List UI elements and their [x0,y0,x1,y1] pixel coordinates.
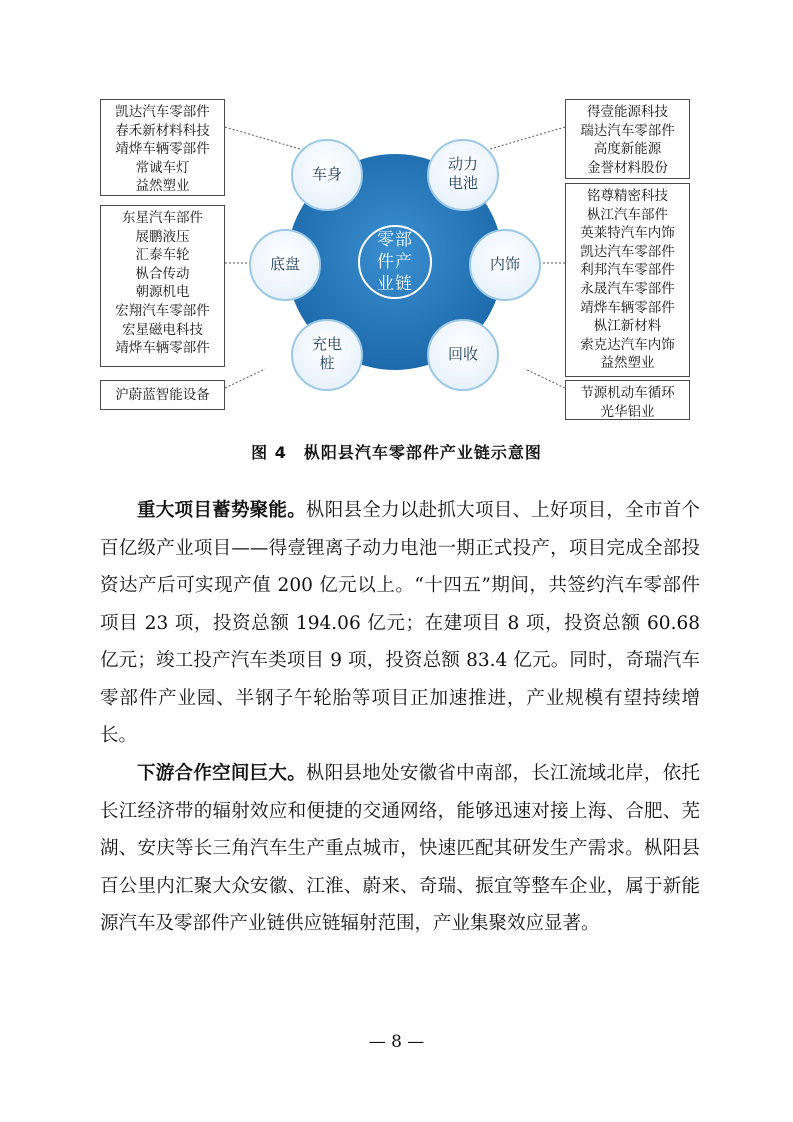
company-box-recycling [565,380,690,420]
hub-label-line-2: 件产 [377,252,413,272]
figure-caption: 图 4 枞阳县汽车零部件产业链示意图 [251,443,542,462]
node-label-battery-line-2: 电池 [447,174,478,192]
company-box-chassis [100,205,225,367]
company-box-interior [565,183,690,377]
company-name: 枞江汽车部件 [587,206,668,223]
hub-label-line-1: 零部 [377,230,413,250]
company-name: 凯达汽车零部件 [580,243,675,260]
company-name: 利邦汽车零部件 [580,262,675,279]
company-name: 益然塑业 [135,178,190,195]
paragraph-text: 枞阳县地处安徽省中南部，长江流域北岸，依托长江经济带的辐射效应和便捷的交通网络，能够迅速对接上海、合肥、芜湖、安庆等长三角汽车生产重点城市，快速匹配其研发生产需求。枞阳县百公里内汇聚大众安徽、江淮、蔚来、奇瑞、振宜等整车企业，属于新能源汽车及零部件产业链供应链辐射范围，产业集聚效应显著。 [100,763,700,934]
hub-label-line-3: 业链 [377,274,413,294]
company-name: 枞江新材料 [593,318,662,335]
paragraph-major-projects [100,492,700,755]
company-name: 瑞达汽车零部件 [580,122,675,139]
company-name: 东星汽车部件 [122,210,203,226]
paragraph-lead: 下游合作空间巨大。 [137,763,306,784]
paragraph-text: 枞阳县全力以赴抓大项目、上好项目，全市首个百亿级产业项目——得壹锂离子动力电池一期正式投产，项目完成全部投资达产后可实现产值 200 亿元以上。“十四五”期间，共签约汽车零部件项目 23 项，投资总额 194.06 亿元；在建项目 8 项，投资总额 60.68 亿元；竣工投产汽车类项目 9 项，投资总额 83.4 亿元。同时，奇瑞汽车零部件产业园、半钢子午轮胎等项目正加速推进，产业规模有望持续增长。 [100,500,700,746]
node-label-recycling: 回收 [447,345,478,363]
company-name: 枞合传动 [135,265,190,282]
company-name: 高度新能源 [593,141,662,158]
company-name: 汇泰车轮 [135,247,190,264]
node-label-battery-line-1: 动力 [447,155,478,173]
company-name: 宏星磁电科技 [122,321,203,338]
node-label-chassis: 底盘 [269,255,300,273]
company-name: 光华铝业 [600,403,655,420]
company-box-charging [100,380,225,410]
industry-chain-diagram [0,0,793,420]
company-name: 益然塑业 [600,355,655,372]
company-name: 春禾新材料科技 [115,122,210,139]
node-label-charging [295,335,359,373]
node-label-battery [431,155,495,193]
company-name: 靖烨车辆零部件 [580,299,675,316]
company-name: 英莱特汽车内饰 [580,225,675,242]
company-name: 金誉材料股份 [587,159,668,176]
company-name: 沪蔚蓝智能设备 [115,387,210,403]
company-name: 永晟汽车零部件 [580,280,675,297]
company-name: 得壹能源科技 [587,104,668,120]
node-label-charging-line-1: 充电 [311,335,342,353]
company-box-battery [565,99,690,179]
paragraph-lead: 重大项目蓄势聚能。 [137,500,306,521]
company-box-body [100,99,225,196]
company-name: 靖烨车辆零部件 [115,141,210,158]
company-name: 朝源机电 [135,284,190,301]
company-name: 铭尊精密科技 [587,188,668,204]
company-name: 展鹏液压 [135,228,190,245]
node-label-charging-line-2: 桩 [319,354,335,372]
page-number: — 8 — [368,1032,425,1052]
paragraph-downstream-cooperation [100,755,700,943]
company-name: 凯达汽车零部件 [115,104,210,120]
hub-label [360,229,430,295]
company-name: 索克达汽车内饰 [580,336,675,353]
company-name: 靖烨车辆零部件 [115,340,210,357]
node-label-body: 车身 [311,165,342,183]
node-label-interior: 内饰 [489,255,520,273]
company-name: 节源机动车循环 [580,385,675,401]
company-name: 宏翔汽车零部件 [115,302,210,319]
company-name: 常诚车灯 [135,159,190,176]
